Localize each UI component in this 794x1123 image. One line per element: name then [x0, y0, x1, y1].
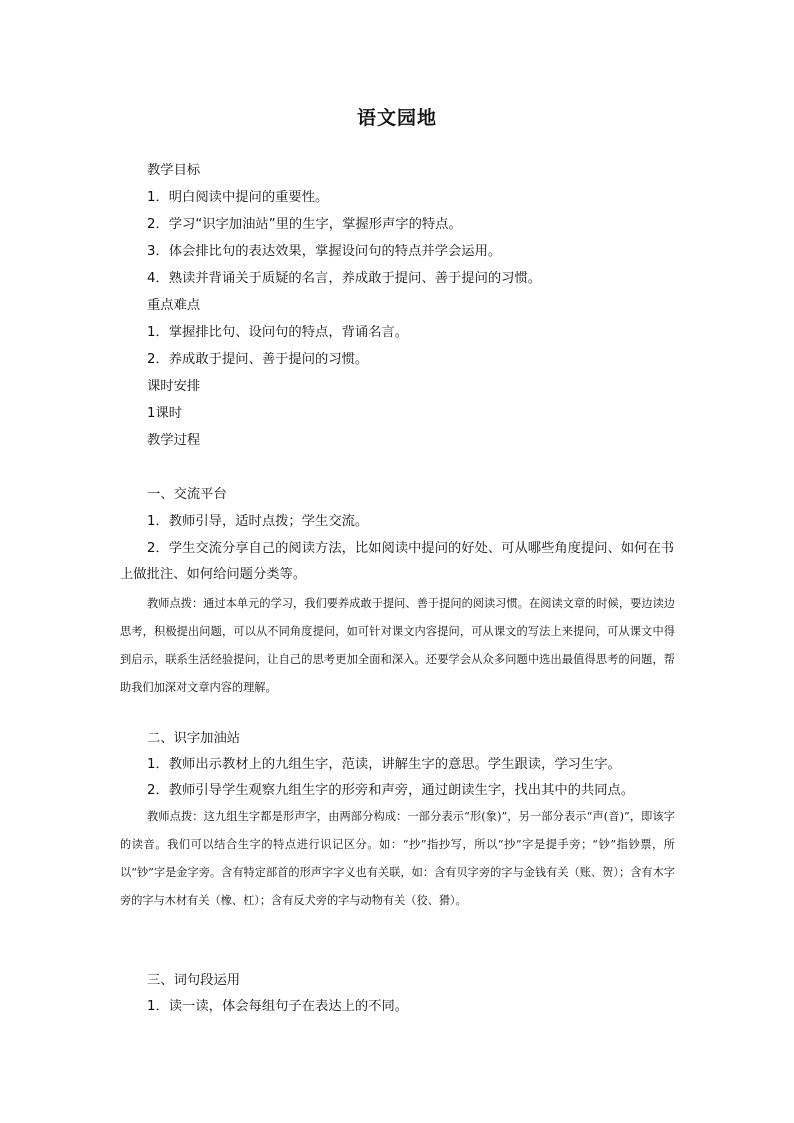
- step-item: 1．教师引导，适时点拨；学生交流。: [147, 514, 369, 529]
- step-item: 2．教师引导学生观察九组生字的形旁和声旁，通过朗读生字，找出其中的共同点。: [147, 783, 635, 798]
- goal-item: 3．体会排比句的表达效果，掌握设问句的特点并学会运用。: [147, 244, 502, 259]
- step-item: 1．教师出示教材上的九组生字，范读，讲解生字的意思。学生跟读，学习生字。: [147, 757, 621, 772]
- section-heading: 二、识字加油站: [147, 731, 241, 746]
- schedule-value: 1课时: [147, 406, 183, 421]
- goals-heading: 教学目标: [147, 163, 201, 178]
- teacher-note: 教师点拨：这九组生字都是形声字，由两部分构成：一部分表示“形(象)”，另一部分表示“声(音)”，即该字的读音。我们可以结合生字的特点进行识记区分。如：“抄”指抄写，所以“抄”字是提手旁；“钞”指钞票，所以“钞”字是金字旁。含有特定部首的形声字字义也有关联，如：含有贝字旁的字与金钱有关（账、贺）；含有木字旁的字与木材有关（橡、杠）；含有反犬旁的字与动物有关（狡、猾）。: [120, 810, 675, 907]
- page-title: 语文园地: [356, 107, 437, 129]
- process-heading: 教学过程: [147, 433, 201, 448]
- step-paragraph: 2．学生交流分享自己的阅读方法，比如阅读中提问的好处、可从哪些角度提问、如何在书上做批注、如何给问题分类等。: [120, 541, 675, 582]
- goal-item: 4．熟读并背诵关于质疑的名言，养成敢于提问、善于提问的习惯。: [147, 271, 542, 286]
- teacher-note: 教师点拨：通过本单元的学习，我们要养成敢于提问、善于提问的阅读习惯。在阅读文章的时候，要边读边思考，积极提出问题，可以从不同角度提问，如可针对课文内容提问，可从课文的写法上来提问，可从课文中得到启示，联系生活经验提问，让自己的思考更加全面和深入。还要学会从众多问题中选出最值得思考的问题，帮助我们加深对文章内容的理解。: [120, 597, 675, 694]
- section-heading: 一、交流平台: [147, 487, 227, 502]
- goal-item: 1．明白阅读中提问的重要性。: [147, 190, 329, 205]
- schedule-heading: 课时安排: [147, 379, 201, 394]
- key-point: 1．掌握排比句、设问句的特点，背诵名言。: [147, 325, 409, 340]
- goal-item: 2．学习“识字加油站”里的生字，掌握形声字的特点。: [147, 217, 462, 232]
- key-heading: 重点难点: [147, 298, 201, 313]
- section-heading: 三、词句段运用: [147, 973, 241, 988]
- key-point: 2．养成敢于提问、善于提问的习惯。: [147, 352, 369, 367]
- step-item: 1．读一读，体会每组句子在表达上的不同。: [147, 999, 409, 1014]
